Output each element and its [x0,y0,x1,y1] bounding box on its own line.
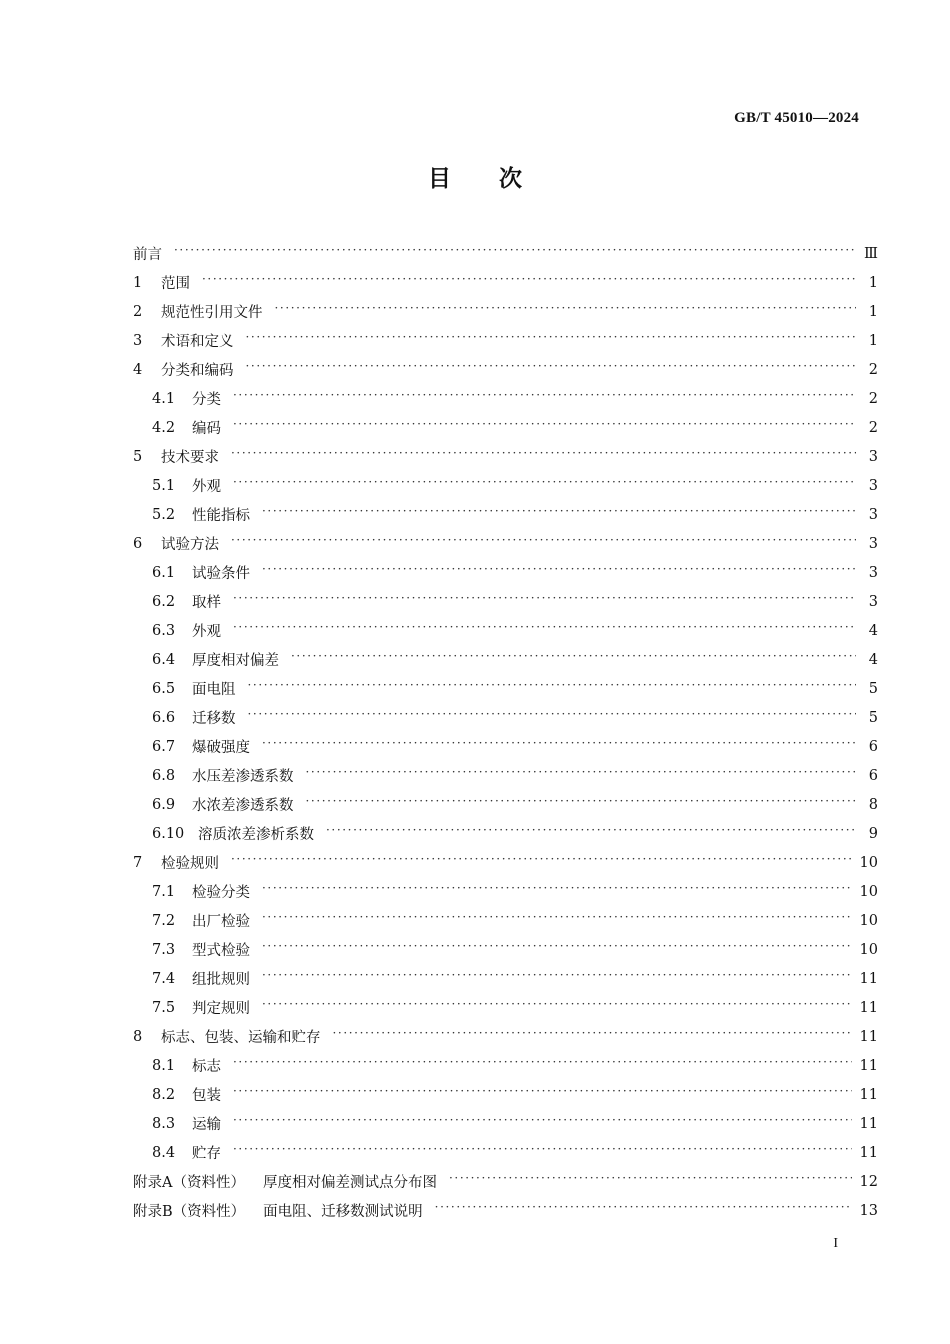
toc-entry-page: 4 [868,651,878,668]
toc-entry-title: 面电阻 [192,682,236,698]
dot-leader [233,623,856,638]
toc-entry-number: 5.2 [152,506,176,523]
toc-entry[interactable] [133,848,878,877]
dot-leader [233,420,856,435]
dot-leader [262,971,852,986]
toc-entry-page: 2 [868,390,878,407]
toc-entry[interactable] [133,790,878,819]
toc-entry-page: 10 [859,854,878,871]
toc-entry-title: 水浓差渗透系数 [192,798,294,814]
toc-entry[interactable] [133,384,878,413]
toc-entry-page: 1 [868,332,878,349]
toc-entry-number: 附录B（资料性） [133,1204,246,1220]
toc-entry-title: 组批规则 [192,972,250,988]
toc-entry[interactable] [133,587,878,616]
toc-entry-number: 1 [133,274,143,291]
dot-leader [326,826,856,841]
toc-entry-page: 3 [868,593,878,610]
toc-entry-number: 6 [133,535,143,552]
toc-entry-number: 6.4 [152,651,176,668]
page-number: I [833,1236,838,1251]
dot-leader [233,478,856,493]
dot-leader [233,1087,852,1102]
toc-entry[interactable] [133,935,878,964]
toc-entry[interactable] [133,355,878,384]
dot-leader [248,681,857,696]
toc-entry[interactable] [133,239,878,268]
toc-entry-number: 7.5 [152,999,176,1016]
toc-entry-page: 10 [859,912,878,929]
toc-entry[interactable] [133,732,878,761]
toc-entry-number: 6.5 [152,680,176,697]
toc-entry-number: 8.1 [152,1057,176,1074]
toc-entry-page: 10 [859,941,878,958]
toc-entry[interactable] [133,297,878,326]
dot-leader [275,304,857,319]
toc-entry-page: 3 [868,448,878,465]
toc-entry[interactable] [133,268,878,297]
dot-leader [233,1116,852,1131]
toc-entry-title: 外观 [192,479,221,495]
toc-entry-number: 6.10 [152,825,185,842]
dot-leader [174,246,856,261]
dot-leader [233,391,856,406]
toc-entry-page: 11 [859,1115,878,1132]
toc-entry-page: 8 [868,796,878,813]
toc-entry-number: 4 [133,361,143,378]
toc-entry-page: 11 [859,1144,878,1161]
dot-leader [262,942,852,957]
toc-entry-number: 7.3 [152,941,176,958]
dot-leader [231,536,856,551]
toc-entry-page: 5 [868,680,878,697]
toc-entry-page: 4 [868,622,878,639]
toc-entry-title: 标志、包装、运输和贮存 [161,1030,321,1046]
toc-entry-title: 贮存 [192,1146,221,1162]
page-title: 目次 [428,165,570,192]
toc-entry-number: 8.3 [152,1115,176,1132]
toc-entry-page: 1 [868,303,878,320]
toc-entry[interactable] [133,442,878,471]
toc-entry[interactable] [133,703,878,732]
dot-leader [306,768,857,783]
dot-leader [291,652,856,667]
toc-entry-number: 6.7 [152,738,176,755]
dot-leader [262,1000,852,1015]
toc-entry-title: 厚度相对偏差 [192,653,279,669]
toc-entry[interactable] [133,529,878,558]
toc-entry-page: 3 [868,564,878,581]
toc-entry-page: Ⅲ [864,245,878,262]
toc-entry-page: 11 [859,1057,878,1074]
toc-entry-page: 11 [859,970,878,987]
dot-leader [262,507,856,522]
toc-entry-page: 11 [859,1086,878,1103]
toc-entry[interactable] [133,761,878,790]
toc-entry[interactable] [133,500,878,529]
dot-leader [449,1174,852,1189]
toc-entry-number: 6.6 [152,709,176,726]
toc-entry-number: 附录A（资料性） [133,1175,245,1191]
toc-entry-title: 试验条件 [192,566,250,582]
toc-entry-number: 6.9 [152,796,176,813]
dot-leader [262,739,856,754]
dot-leader [202,275,856,290]
toc-entry-number: 6.2 [152,593,176,610]
toc-entry[interactable] [133,558,878,587]
toc-entry[interactable] [133,1051,878,1080]
toc-entry-number: 5 [133,448,143,465]
toc-entry-page: 10 [859,883,878,900]
toc-entry-number: 4.2 [152,419,176,436]
dot-leader [333,1029,852,1044]
toc-entry-page: 12 [859,1173,878,1190]
toc-entry-title: 检验规则 [161,856,219,872]
toc-entry-title: 水压差渗透系数 [192,769,294,785]
toc-entry[interactable] [133,819,878,848]
toc-entry-page: 1 [868,274,878,291]
dot-leader [262,913,852,928]
toc-entry-page: 3 [868,535,878,552]
toc-entry-title: 前言 [133,247,162,263]
dot-leader [435,1203,852,1218]
toc-entry-number: 7.1 [152,883,176,900]
toc-entry-title: 检验分类 [192,885,250,901]
toc-entry-title: 编码 [192,421,221,437]
toc-entry-number: 3 [133,332,143,349]
toc-entry-number: 7.2 [152,912,176,929]
dot-leader [262,565,856,580]
toc-entry-number: 6.8 [152,767,176,784]
toc-entry-number: 7 [133,854,143,871]
toc-entry-number: 6.1 [152,564,176,581]
toc-entry[interactable] [133,413,878,442]
toc-entry[interactable] [133,674,878,703]
toc-entry-title: 分类和编码 [161,363,234,379]
toc-entry[interactable] [133,1196,878,1225]
toc-entry-page: 6 [868,767,878,784]
dot-leader [233,1058,852,1073]
toc-entry-title: 厚度相对偏差测试点分布图 [262,1175,437,1191]
dot-leader [246,362,857,377]
toc-entry-page: 3 [868,477,878,494]
toc-entry[interactable] [133,1080,878,1109]
toc-entry-title: 技术要求 [161,450,219,466]
toc-entry-number: 7.4 [152,970,176,987]
dot-leader [248,710,857,725]
dot-leader [246,333,857,348]
toc-entry[interactable] [133,906,878,935]
toc-entry-title: 取样 [192,595,221,611]
toc-entry-title: 术语和定义 [161,334,234,350]
toc-entry-page: 3 [868,506,878,523]
toc-entry-page: 5 [868,709,878,726]
toc-entry-number: 6.3 [152,622,176,639]
toc-entry[interactable] [133,645,878,674]
toc-entry[interactable] [133,1022,878,1051]
toc-entry-title: 型式检验 [192,943,250,959]
toc-entry-title: 溶质浓差渗析系数 [198,827,314,843]
toc-entry-title: 面电阻、迁移数测试说明 [263,1204,423,1220]
dot-leader [262,884,852,899]
toc-entry-number: 8.2 [152,1086,176,1103]
dot-leader [231,449,856,464]
toc-entry-page: 6 [868,738,878,755]
toc-entry-number: 2 [133,303,143,320]
toc-entry-title: 性能指标 [192,508,250,524]
standard-code: GB/T 45010—2024 [734,110,859,126]
toc-entry-number: 5.1 [152,477,176,494]
toc-entry[interactable] [133,616,878,645]
dot-leader [231,855,852,870]
toc-entry-number: 8 [133,1028,143,1045]
dot-leader [233,594,856,609]
toc-entry-title: 外观 [192,624,221,640]
toc-entry[interactable] [133,1167,878,1196]
toc-entry-page: 11 [859,999,878,1016]
toc-entry[interactable] [133,1138,878,1167]
toc-entry-title: 分类 [192,392,221,408]
toc-entry-page: 2 [868,361,878,378]
table-of-contents [133,239,878,1225]
toc-entry-number: 8.4 [152,1144,176,1161]
toc-entry-title: 出厂检验 [192,914,250,930]
toc-entry-title: 爆破强度 [192,740,250,756]
dot-leader [306,797,857,812]
toc-entry-title: 标志 [192,1059,221,1075]
dot-leader [233,1145,852,1160]
toc-entry[interactable] [133,1109,878,1138]
toc-entry-number: 4.1 [152,390,176,407]
toc-entry-page: 11 [859,1028,878,1045]
toc-entry-title: 包装 [192,1088,221,1104]
toc-entry-title: 判定规则 [192,1001,250,1017]
toc-entry[interactable] [133,471,878,500]
toc-entry-title: 迁移数 [192,711,236,727]
toc-entry-title: 试验方法 [161,537,219,553]
toc-entry[interactable] [133,964,878,993]
toc-entry[interactable] [133,326,878,355]
toc-entry-title: 范围 [161,276,190,292]
toc-entry-title: 运输 [192,1117,221,1133]
toc-entry-title: 规范性引用文件 [161,305,263,321]
toc-entry[interactable] [133,877,878,906]
toc-entry-page: 2 [868,419,878,436]
toc-entry-page: 13 [859,1202,878,1219]
toc-entry-page: 9 [868,825,878,842]
toc-entry[interactable] [133,993,878,1022]
